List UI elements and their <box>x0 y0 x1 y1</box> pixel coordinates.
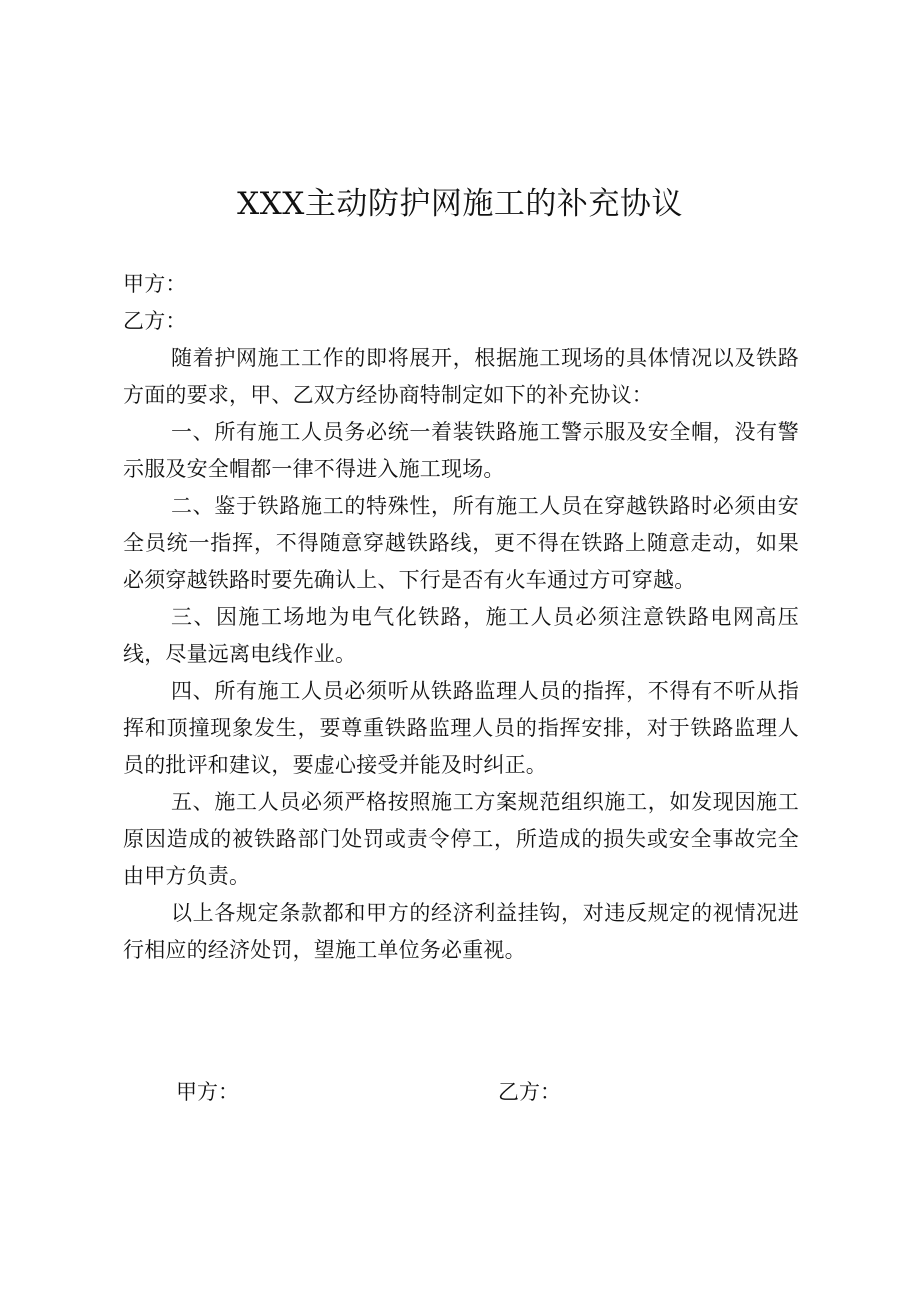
signature-party-a: 甲方： <box>176 1080 239 1104</box>
paragraph-closing: 以上各规定条款都和甲方的经济利益挂钩，对违反规定的视情况进行相应的经济处罚，望施工单位务必重视。 <box>123 901 799 962</box>
paragraph-clause-1: 一、所有施工人员务必统一着装铁路施工警示服及安全帽，没有警示服及安全帽都一律不得进入施工现场。 <box>123 420 799 481</box>
paragraph-intro: 随着护网施工工作的即将展开，根据施工现场的具体情况以及铁路方面的要求，甲、乙双方经协商特制定如下的补充协议： <box>123 346 799 407</box>
document-title: XXX主动防护网施工的补充协议 <box>237 186 683 222</box>
signature-party-b: 乙方： <box>498 1080 561 1104</box>
paragraph-clause-5: 五、施工人员必须严格按照施工方案规范组织施工，如发现因施工原因造成的被铁路部门处罚或责令停工，所造成的损失或安全事故完全由甲方负责。 <box>123 790 799 888</box>
signature-block <box>0 1074 920 1114</box>
party-a-label: 甲方： <box>123 272 187 296</box>
party-b-label: 乙方： <box>123 309 187 333</box>
document-body <box>123 266 799 969</box>
paragraph-clause-2: 二、鉴于铁路施工的特殊性，所有施工人员在穿越铁路时必须由安全员统一指挥，不得随意穿越铁路线，更不得在铁路上随意走动，如果必须穿越铁路时要先确认上、下行是否有火车通过方可穿越。 <box>123 494 799 592</box>
paragraph-clause-3: 三、因施工场地为电气化铁路，施工人员必须注意铁路电网高压线，尽量远离电线作业。 <box>123 605 799 666</box>
paragraph-clause-4: 四、所有施工人员必须听从铁路监理人员的指挥，不得有不听从指挥和顶撞现象发生，要尊重铁路监理人员的指挥安排，对于铁路监理人员的批评和建议，要虚心接受并能及时纠正。 <box>123 679 799 777</box>
